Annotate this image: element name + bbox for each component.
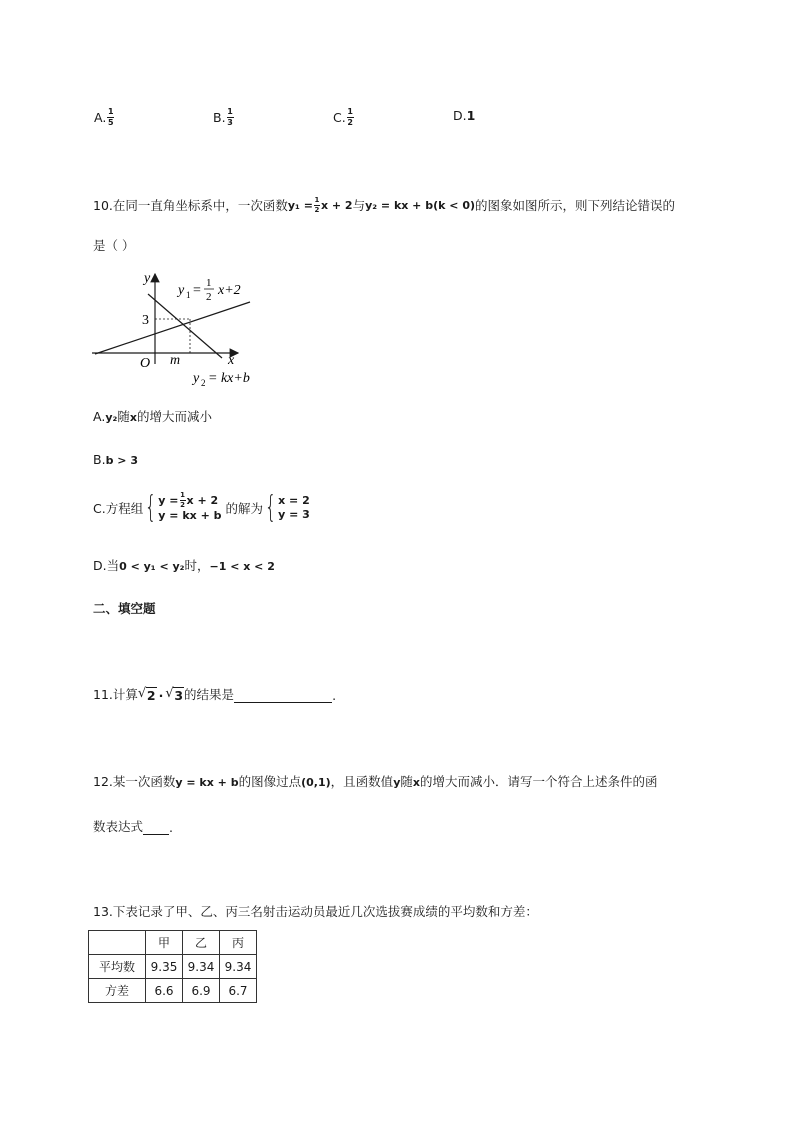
line-y1 bbox=[95, 302, 250, 354]
label-y2: y bbox=[193, 371, 200, 386]
q10-option-a: A.y₂随x的增大而减小 bbox=[93, 409, 212, 424]
label-y1: y bbox=[178, 283, 185, 298]
svg-text:1: 1 bbox=[186, 290, 191, 300]
svg-text:= kx+b: = kx+b bbox=[208, 371, 250, 386]
solution-system: x = 2 y = 3 bbox=[278, 493, 310, 521]
y-axis-label: y bbox=[144, 271, 151, 286]
q10-option-d: D.当0 < y₁ < y₂时，−1 < x < 2 bbox=[93, 558, 275, 573]
scores-table bbox=[88, 930, 257, 1003]
fraction: $\frac{1}{3}$ bbox=[227, 107, 233, 127]
fraction: $\frac{1}{5}$ bbox=[108, 107, 114, 127]
sqrt-3: √ 3 bbox=[165, 686, 184, 703]
q13-stem: 13.下表记录了甲、乙、丙三名射击运动员最近几次选拔赛成绩的平均数和方差： bbox=[93, 904, 538, 919]
table-row: 方差 6.6 6.9 6.7 bbox=[89, 979, 257, 1003]
table-header-row: 甲 乙 丙 bbox=[89, 931, 257, 955]
svg-text:2: 2 bbox=[206, 291, 212, 303]
option-c: C. $\frac{1}{2}$ bbox=[333, 107, 353, 127]
svg-text:x+2: x+2 bbox=[218, 283, 241, 298]
x-axis-label: x bbox=[228, 353, 235, 368]
fraction: $\frac{1}{2}$ bbox=[347, 107, 353, 127]
q12-stem-line2: 数表达式 . bbox=[93, 819, 173, 835]
answer-blank[interactable] bbox=[143, 834, 169, 835]
q11-stem: 11.计算 √ 2 · √ 3 的结果是 . bbox=[93, 686, 337, 703]
q10-option-c: C.方程组 { y = $\frac{1}{2}$ x + 2 y = kx + b 的解为 { x = 2 y = 3 bbox=[93, 489, 310, 525]
svg-text:=: = bbox=[193, 283, 201, 298]
svg-text:1: 1 bbox=[206, 277, 212, 289]
option-b: B. $\frac{1}{3}$ bbox=[213, 107, 233, 127]
option-a: A. $\frac{1}{5}$ bbox=[94, 107, 114, 127]
line-y2 bbox=[148, 294, 222, 358]
q10-graph bbox=[90, 266, 290, 390]
tick-m: m bbox=[170, 353, 181, 368]
origin-label: O bbox=[140, 356, 151, 371]
q10-stem: 10.在同一直角坐标系中，一次函数 y₁ = $\frac{1}{2}$ x + 2 与 y₂ = kx + b(k < 0) 的图象如图所示，则下列结论错误的 bbox=[93, 195, 676, 214]
section-title: 二、填空题 bbox=[93, 601, 156, 616]
answer-blank[interactable] bbox=[234, 702, 332, 703]
sqrt-2: √ 2 bbox=[137, 686, 156, 703]
option-d: D. 1 bbox=[453, 108, 476, 123]
svg-text:2: 2 bbox=[201, 378, 206, 388]
q10-option-b: B.b > 3 bbox=[93, 452, 138, 467]
q10-stem-line2: 是（ ） bbox=[93, 238, 135, 253]
q12-stem: 12.某一次函数y = kx + b的图像过点(0,1)，且函数值y随x的增大而减小．请写一个符合上述条件的函 bbox=[93, 774, 658, 789]
equation-system: y = $\frac{1}{2}$ x + 2 y = kx + b bbox=[158, 491, 222, 522]
table-row: 平均数 9.35 9.34 9.34 bbox=[89, 955, 257, 979]
tick-3: 3 bbox=[142, 313, 149, 328]
